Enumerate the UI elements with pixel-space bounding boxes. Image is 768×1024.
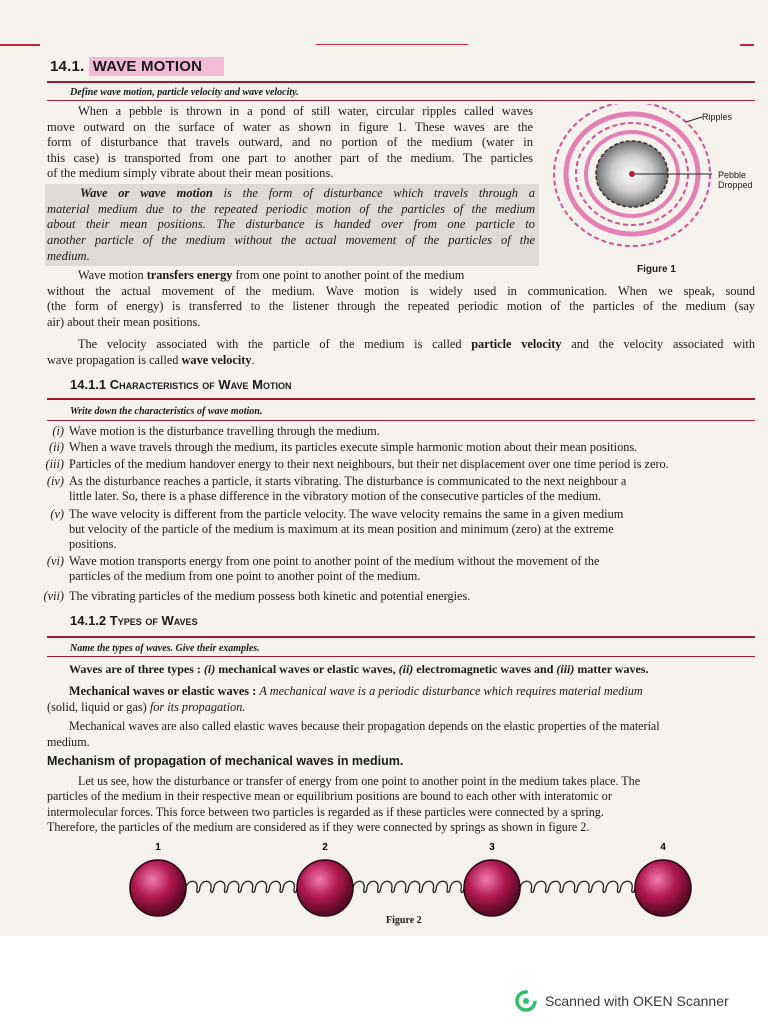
characteristic-item [38,474,760,504]
characteristic-item [38,424,760,439]
pebble-dot [629,171,635,177]
item-number: (iv) [46,474,64,488]
question-rule [47,420,755,421]
wave-types-paragraph: Waves are of three types : (i) mechanical waves or elastic waves, (ii) electromagnetic waves and (iii) matter waves. [69,662,649,676]
item-line: Wave motion transports energy from one point to another point of the medium without the movement of the [69,554,600,568]
question-heading: Write down the characteristics of wave motion. [70,406,263,417]
oken-scanner-logo-icon [515,990,537,1012]
item-number: (v) [50,507,64,521]
item-line: The wave velocity is different from the particle velocity. The wave velocity remains the same in a given medium [69,507,624,521]
velocity-paragraph: The velocity associated with the particle of the medium is called particle velocity and the velocity associated with wave propagation is called wave velocity. [47,337,755,367]
mechanical-wave-definition: Mechanical waves or elastic waves : A mechanical wave is a periodic disturbance which requires material medium (solid, liquid or gas) for its propagation. [47,684,643,714]
ripples-label: Ripples [702,112,733,122]
spring [353,881,464,892]
item-line: particles of the medium from one point to another point of the medium. [69,569,421,584]
particle-ball [297,860,353,916]
item-line: positions. [69,537,117,552]
item-line: little later. So, there is a phase difference in the vibratory motion of the consecutive particles of the medium. [69,489,602,504]
figure-2-caption: Figure 2 [386,915,422,926]
section-rule [47,81,755,83]
item-number: (i) [52,424,64,438]
mechanism-heading: Mechanism of propagation of mechanical waves in medium. [47,754,404,768]
question-heading: Define wave motion, particle velocity and wave velocity. [70,87,299,98]
item-line: Particles of the medium handover energy to their next neighbours, but their net displacement over one time period is zero. [69,457,669,471]
characteristic-item [38,554,760,584]
characteristic-item [38,457,760,472]
scanner-text: Scanned with OKEN Scanner [545,993,729,1009]
particle-label: 4 [660,842,666,853]
particle-label: 1 [155,842,161,853]
ripple-pointer [686,117,702,122]
particle-ball [464,860,520,916]
characteristic-item [38,589,760,604]
characteristic-item [38,507,760,552]
definition-text: Wave or wave motion is the form of disturbance which travels through a material medium due to the repeated periodic motion of the particles of the medium about their mean positions. The disturbance is handed over from one particle to another particle of the medium without the actual movement of the particles of the medium. [47,186,535,263]
figure-1-caption: Figure 1 [637,264,676,275]
section-rule [47,398,755,400]
item-number: (iii) [45,457,64,471]
subsection-title-types: 14.1.2 Types of Waves [70,613,198,628]
item-line: The vibrating particles of the medium possess both kinetic and potential energies. [69,589,471,603]
top-border-rule [740,44,754,46]
item-line: As the disturbance reaches a particle, it starts vibrating. The disturbance is communicated to the next neighbour a [69,474,627,488]
particle-label: 3 [489,842,495,853]
spring [520,881,635,892]
item-number: (ii) [48,440,64,454]
scanner-watermark [515,990,729,1012]
item-line: but velocity of the particle of the medium is maximum at its mean position and minimum (zero) at the extreme [69,522,614,537]
particle-ball [130,860,186,916]
intro-paragraph: When a pebble is thrown in a pond of still water, circular ripples called waves move outward on the surface of water as shown in figure 1. These waves are the form of disturbance that travels outward, and no portion of the medium (water in this case) is transported from one part to another part of the medium. The particles of the medium simply vibrate about their mean positions. [47,104,533,181]
item-number: (vi) [46,554,64,568]
characteristic-item [38,440,760,455]
energy-paragraph: Wave motion transfers energy from one point to another point of the medium without the actual movement of the medium. Wave motion is widely used in communication. When we speak, sound (the form of energy) is transferred to the listener through the repeated periodic motion of the particles of the medium (say air) about their mean positions. [47,268,755,329]
pebble-label: Pebble Dropped [718,170,753,190]
subsection-title-characteristics: 14.1.1 Characteristics of Wave Motion [70,377,292,392]
item-line: When a wave travels through the medium, its particles execute simple harmonic motion about their mean positions. [69,440,638,454]
mechanism-paragraph: Let us see, how the disturbance or transfer of energy from one point to another point in the medium takes place. The particles of the medium in their respective mean or equilibrium positions are bound to each other with interatomic or intermolecular forces. This force between two particles is regarded as if these particles were connected by a spring. Therefore, the particles of the medium are considered as if they were connected by springs as shown in figure 2. [47,774,641,835]
question-rule [47,656,755,657]
question-heading: Name the types of waves. Give their examples. [70,643,260,654]
top-border-rule [0,44,40,46]
item-line: Wave motion is the disturbance travelling through the medium. [69,424,380,438]
item-number: (vii) [43,589,64,603]
section-title: 14.1. WAVE MOTION [50,58,224,75]
elastic-waves-paragraph: Mechanical waves are also called elastic waves because their propagation depends on the elastic properties of the material medium. [47,719,660,749]
particle-label: 2 [322,842,328,853]
question-rule [47,100,755,101]
top-border-rule [316,44,468,45]
section-rule [47,636,755,638]
particle-ball [635,860,691,916]
spring [186,881,297,892]
